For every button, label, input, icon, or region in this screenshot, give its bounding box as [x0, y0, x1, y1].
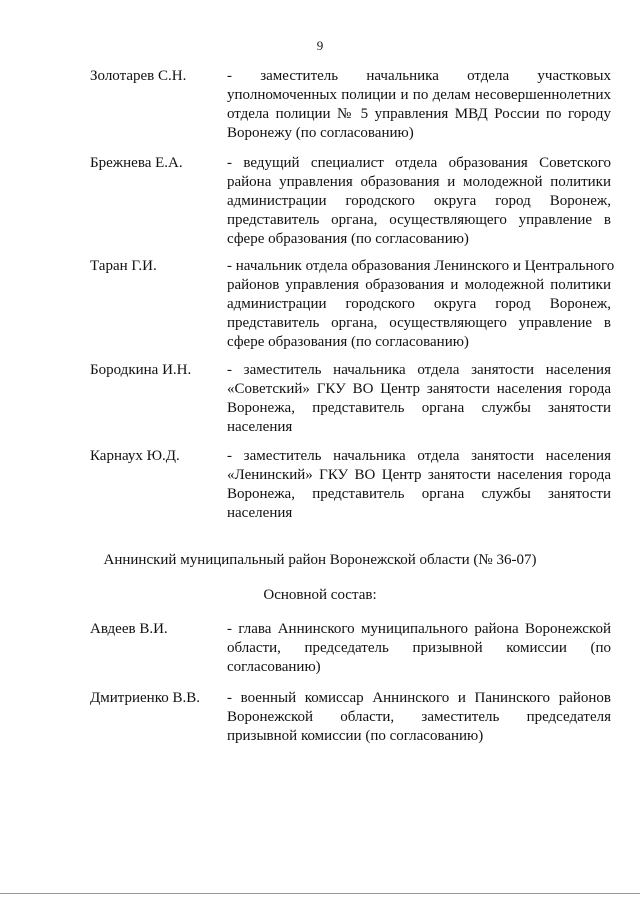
- role-line: - начальник отдела образования Ленинского и Центрального: [227, 258, 615, 274]
- member-role: [227, 620, 611, 677]
- member-name: Карнаух Ю.Д.: [90, 448, 180, 464]
- role-line: «Советский» ГКУ ВО Центр занятости населения города: [227, 381, 611, 397]
- role-line: области, председатель призывной комиссии (по: [227, 640, 611, 656]
- member-role: [227, 257, 615, 352]
- role-line: населения: [227, 505, 293, 521]
- role-line: Воронежа, представитель органа службы занятости: [227, 486, 611, 502]
- composition-heading: Основной состав:: [263, 587, 377, 603]
- district-heading: Аннинский муниципальный район Воронежской области (№ 36-07): [103, 552, 537, 568]
- page-number: 9: [316, 38, 324, 53]
- role-line: администрации городского округа город Воронеж,: [227, 296, 611, 312]
- role-line: сфере образования (по согласованию): [227, 231, 469, 247]
- role-line: представитель органа, осуществляющего управление в: [227, 315, 611, 331]
- member-role: [227, 689, 611, 746]
- role-line: сфере образования (по согласованию): [227, 334, 469, 350]
- role-line: - военный комиссар Аннинского и Панинского районов: [227, 690, 611, 706]
- member-name: Авдеев В.И.: [90, 621, 168, 637]
- role-line: Воронежа, представитель органа службы занятости: [227, 400, 611, 416]
- role-line: - заместитель начальника отдела занятости населения: [227, 448, 611, 464]
- role-line: - заместитель начальника отдела занятости населения: [227, 362, 611, 378]
- role-line: согласованию): [227, 659, 321, 675]
- role-line: Воронежу (по согласованию): [227, 125, 414, 141]
- role-line: районов управления образования и молодежной политики: [227, 277, 611, 293]
- member-name: Дмитриенко В.В.: [90, 690, 200, 706]
- role-line: - глава Аннинского муниципального района Воронежской: [227, 621, 611, 637]
- member-name: Золотарев С.Н.: [90, 68, 187, 84]
- role-line: Воронежской области, заместитель председателя: [227, 709, 611, 725]
- role-line: - ведущий специалист отдела образования Советского: [227, 155, 611, 171]
- role-line: представитель органа, осуществляющего управление в: [227, 212, 611, 228]
- role-line: призывной комиссии (по согласованию): [227, 728, 484, 744]
- member-name: Таран Г.И.: [90, 258, 157, 274]
- role-line: отдела полиции № 5 управления МВД России по городу: [227, 106, 611, 122]
- member-name: Брежнева Е.А.: [90, 155, 183, 171]
- role-line: района управления образования и молодежной политики: [227, 174, 611, 190]
- footer-divider: [0, 893, 640, 894]
- role-line: «Ленинский» ГКУ ВО Центр занятости населения города: [227, 467, 611, 483]
- role-line: администрации городского округа город Воронеж,: [227, 193, 611, 209]
- member-role: [227, 447, 611, 523]
- member-role: [227, 361, 611, 437]
- member-role: [227, 67, 611, 143]
- role-line: уполномоченных полиции и по делам несовершеннолетних: [227, 87, 611, 103]
- role-line: - заместитель начальника отдела участковых: [227, 68, 611, 84]
- role-line: населения: [227, 419, 293, 435]
- member-role: [227, 154, 611, 249]
- member-name: Бородкина И.Н.: [90, 362, 192, 378]
